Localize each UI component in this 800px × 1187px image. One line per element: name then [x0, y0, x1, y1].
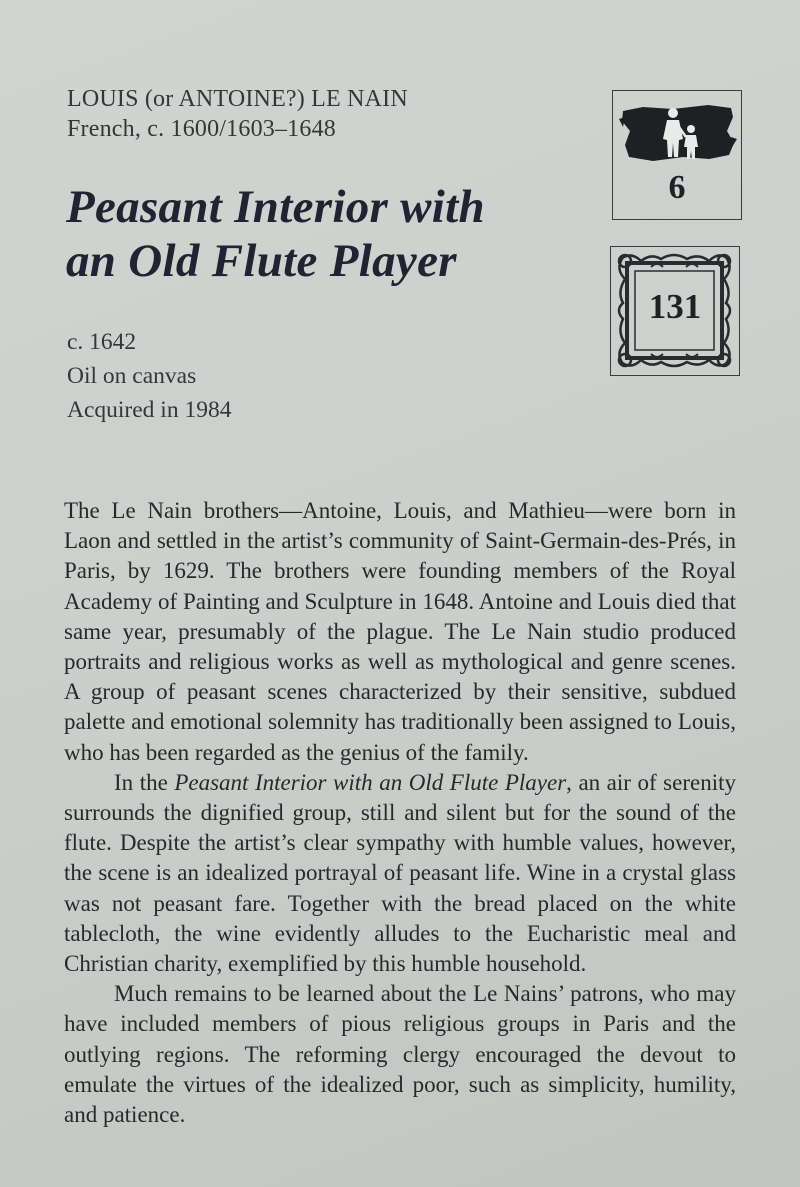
- description-text: [64, 496, 736, 1130]
- artwork-medium: Oil on canvas: [67, 363, 197, 389]
- family-guide-number: 6: [668, 169, 686, 206]
- artwork-date: c. 1642: [67, 329, 137, 355]
- paragraph-2-rest: , an air of serenity surrounds the dignified group, still and silent but for the sound of the flute. Despite the artist’s clear sympathy with humble values, however, the scene is an idealized portrayal of peasant life. Wine in a crystal glass was not peasant fare. Together with the bread placed on the white tablecloth, the wine evidently alludes to the Eucharistic meal and Christian charity, exemplified by this humble household.: [64, 769, 736, 977]
- paragraph-1: The Le Nain brothers—Antoine, Louis, and Mathieu—were born in Laon and settled in the artist’s community of Saint-Germain-des-Prés, in Paris, by 1629. The brothers were founding members of the Royal Academy of Painting and Sculpture in 1648. Antoine and Louis died that same year, presumably of the plague. The Le Nain studio produced portraits and religious works as well as mythological and genre scenes. A group of peasant scenes characterized by their sensitive, subdued palette and emotional solemnity has traditionally been assigned to Louis, who has been regarded as the genius of the family.: [64, 498, 736, 765]
- artist-name: LOUIS (or ANTOINE?) LE NAIN: [67, 86, 408, 112]
- family-guide-box: [612, 90, 742, 220]
- paragraph-2-title: Peasant Interior with an Old Flute Player: [174, 769, 567, 795]
- paragraph-3: Much remains to be learned about the Le Nains’ patrons, who may have included members of pious religious groups in Paris and the outlying regions. The reforming clergy encouraged the devout to emulate the virtues of the idealized poor, such as simplicity, humility, and patience.: [64, 981, 736, 1128]
- artwork-acquired: Acquired in 1984: [67, 397, 232, 423]
- catalog-number-box: [610, 246, 740, 376]
- adult-child-icon: [613, 97, 741, 177]
- artwork-title: [66, 180, 586, 288]
- paragraph-2: [64, 768, 736, 979]
- artist-nationality-dates: French, c. 1600/1603–1648: [67, 116, 336, 142]
- artist-info: [67, 84, 408, 144]
- title-line-2: an Old Flute Player: [66, 235, 457, 287]
- artwork-details: [67, 325, 231, 427]
- paragraph-2-prefix: In the: [114, 769, 175, 795]
- title-line-1: Peasant Interior with: [66, 181, 485, 233]
- catalog-number: 131: [648, 287, 702, 326]
